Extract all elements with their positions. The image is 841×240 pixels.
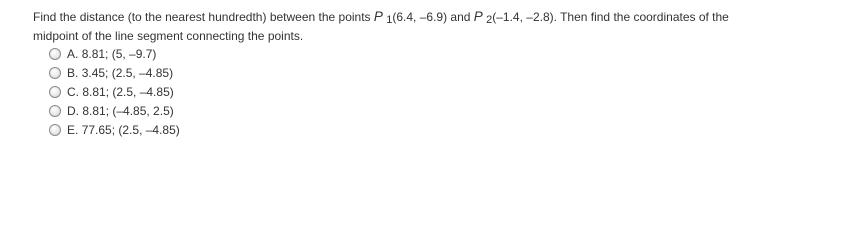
point-p2-subscript: 2 <box>486 14 493 26</box>
radio-button-d[interactable] <box>49 105 61 117</box>
option-c-text: 8.81; (2.5, –4.85) <box>82 84 174 99</box>
option-a[interactable] <box>49 44 180 63</box>
option-e-text: 77.65; (2.5, –4.85) <box>81 122 180 137</box>
option-a-label: A. <box>67 46 79 61</box>
answer-options <box>49 44 180 139</box>
radio-button-c[interactable] <box>49 86 61 98</box>
option-a-text: 8.81; (5, –9.7) <box>81 46 157 61</box>
option-e-label: E. <box>67 122 79 137</box>
question-text <box>33 8 823 45</box>
point-p1-coords: (6.4, –6.9) and <box>392 10 474 24</box>
option-e[interactable] <box>49 120 180 139</box>
point-p1-letter: P <box>373 9 383 24</box>
radio-button-a[interactable] <box>49 48 61 60</box>
option-b[interactable] <box>49 63 180 82</box>
radio-button-b[interactable] <box>49 67 61 79</box>
option-c-label: C. <box>67 84 79 99</box>
question-line2: midpoint of the line segment connecting the points. <box>33 29 304 43</box>
radio-button-e[interactable] <box>49 124 61 136</box>
point-p2-coords: (–1.4, –2.8). Then find the coordinates of the <box>492 10 729 24</box>
option-d-label: D. <box>67 103 79 118</box>
option-d-text: 8.81; (–4.85, 2.5) <box>82 103 174 118</box>
option-b-label: B. <box>67 65 79 80</box>
point-p1-subscript: 1 <box>386 14 393 26</box>
option-d[interactable] <box>49 101 180 120</box>
option-b-text: 3.45; (2.5, –4.85) <box>81 65 174 80</box>
point-p2-letter: P <box>473 9 483 24</box>
question-part1: Find the distance (to the nearest hundredth) between the points <box>33 10 374 24</box>
option-c[interactable] <box>49 82 180 101</box>
